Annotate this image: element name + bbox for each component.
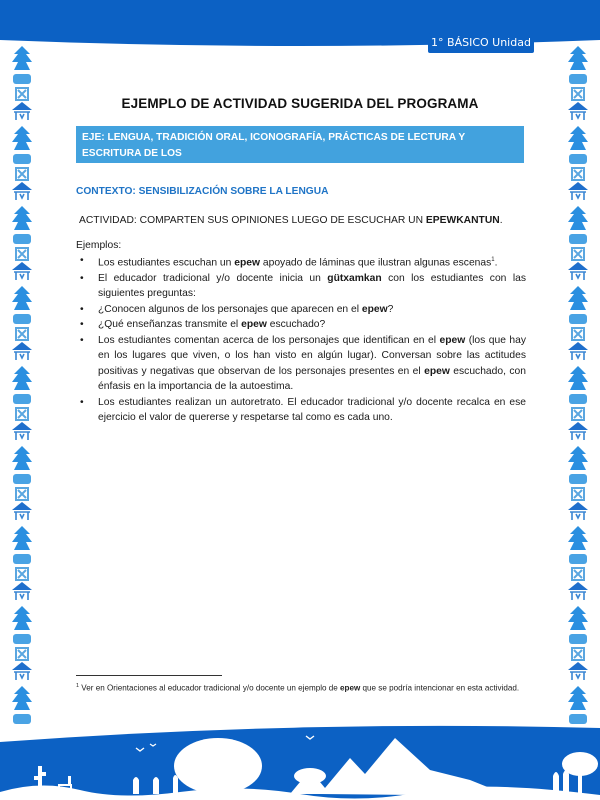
unit-badge: 1° BÁSICO Unidad 1 (428, 33, 534, 53)
ejemplos-label: Ejemplos: (76, 240, 122, 251)
eje-line-2: PUEBLOS ORIGINARIOS (82, 164, 203, 175)
bullet-icon: • (80, 272, 84, 284)
contexto-heading: CONTEXTO: SENSIBILIZACIÓN SOBRE LA LENGUA (76, 186, 329, 197)
bullet-icon: • (80, 396, 84, 408)
eje-banner (76, 126, 524, 175)
indigenous-textile-pattern-icon (562, 44, 594, 724)
landscape-silhouette-icon (0, 700, 600, 800)
list-item: • El educador tradicional y/o docente inicia un gütxamkan con los estudiantes con las siguientes preguntas: (80, 272, 526, 300)
footnote-number: 1 (76, 683, 80, 689)
actividad-text: ACTIVIDAD: COMPARTEN SUS OPINIONES LUEGO DE ESCUCHAR UN (79, 215, 426, 226)
page-title: EJEMPLO DE ACTIVIDAD SUGERIDA DEL PROGRAMA (121, 96, 479, 111)
bullet-icon: • (80, 255, 84, 266)
footnote: $^1$ Ver en Orientaciones al educador tradicional y/o docente un ejemplo de epew que se podría intencionar en esta actividad. (76, 683, 520, 693)
footnote-ref[interactable]: 1 (491, 257, 495, 263)
eje-line-1: EJE: LENGUA, TRADICIÓN ORAL, ICONOGRAFÍA, PRÁCTICAS DE LECTURA Y ESCRITURA DE LOS (82, 132, 465, 159)
list-item: • Los estudiantes comentan acerca de los personajes que identifican en el epew (los que hay en los lugares que viven, o los han visto en algún lugar). Conversan sobre las actitudes positivas y negativas que observan de los personajes presentes en el epew escuchado, con énfasis en la importancia de la autoestima. (80, 334, 526, 393)
indigenous-textile-pattern-icon (6, 44, 38, 724)
examples-list (76, 253, 526, 426)
list-item: • ¿Conocen algunos de los personajes que aparecen en el epew? (76, 302, 526, 318)
actividad-heading (79, 215, 503, 226)
list-item: • ¿Qué enseñanzas transmite el epew escuchado? (76, 317, 526, 333)
list-item: • Los estudiantes realizan un autoretrato. El educador tradicional y/o docente recalca en ese ejercicio el valor de quererse y respetarse tal como es cada uno. (80, 396, 526, 424)
bullet-icon: • (80, 334, 84, 346)
list-item: • Los estudiantes escuchan un epew apoyado de láminas que ilustran algunas escenas$^1$. (80, 255, 498, 269)
bullet-icon: • (80, 303, 84, 315)
actividad-bold: EPEWKANTUN (425, 215, 500, 226)
footnote-divider (76, 675, 222, 676)
bullet-icon: • (80, 319, 84, 331)
actividad-suffix: . (499, 215, 503, 226)
